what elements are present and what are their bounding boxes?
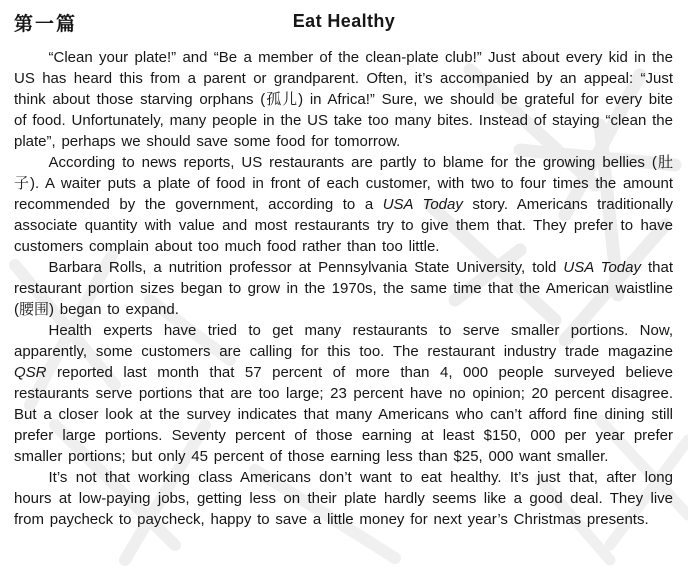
paragraph-5 bbox=[14, 467, 673, 530]
passage-body bbox=[0, 39, 688, 530]
text-run: It’s not that working class Americans don’t want to eat healthy. It’s just that, after long hours at low-paying jobs, getting less on their plate hardly seems like a good deal. They live from paycheck to paycheck, happy to save a little money for next year’s Christmas presents. bbox=[14, 469, 673, 528]
paragraph-4 bbox=[14, 320, 673, 467]
passage-header bbox=[0, 0, 688, 39]
text-run: Health experts have tried to get many restaurants to serve smaller portions. Now, apparently, some customers are calling for this too. The restaurant industry trade magazine bbox=[14, 322, 673, 360]
text-run: that restaurant portion sizes began to grow in the 1970s, the same time that the American waistline (腰围) began to expand. bbox=[14, 259, 673, 318]
passage-title: Eat Healthy bbox=[292, 11, 396, 31]
paragraph-1 bbox=[14, 47, 673, 152]
passage-number-label: 第一篇 bbox=[14, 14, 78, 35]
italic-text-run: USA Today bbox=[382, 196, 463, 213]
italic-text-run: USA Today bbox=[563, 259, 641, 276]
text-run: “Clean your plate!” and “Be a member of the clean-plate club!” Just about every kid in the US has heard this from a parent or grandparent. Often, it’s accompanied by an appeal: “Just think about those starving orphans (孤儿) in Africa!” Sure, we should be grateful for every bite of food. Unfortunately, many people in the US take too many bites. Instead of staying “clean the plate”, perhaps we should save some food for tomorrow. bbox=[14, 49, 673, 150]
text-run: story. Americans traditionally associate quantity with value and most restaurants try to give them that. They prefer to have customers complain about too much food rather than too little. bbox=[14, 196, 673, 255]
paragraph-3 bbox=[14, 257, 673, 320]
paragraph-2 bbox=[14, 152, 673, 257]
text-run: Barbara Rolls, a nutrition professor at Pennsylvania State University, told bbox=[48, 259, 564, 276]
text-run: According to news reports, US restaurants are partly to blame for the growing bellies (肚子). A waiter puts a plate of food in front of each customer, with two to four times the amount recommended by the government, according to a bbox=[14, 154, 673, 213]
italic-text-run: QSR bbox=[14, 364, 47, 381]
text-run: reported last month that 57 percent of more than 4, 000 people surveyed believe restaurants serve portions that are too large; 23 percent have no opinion; 20 percent disagree. But a closer look at the survey indicates that many Americans who can’t afford fine dining still prefer large portions. Seventy percent of those earning at least $150, 000 per year prefer smaller portions; but only 45 percent of those earning less than $25, 000 want smaller. bbox=[14, 364, 673, 465]
